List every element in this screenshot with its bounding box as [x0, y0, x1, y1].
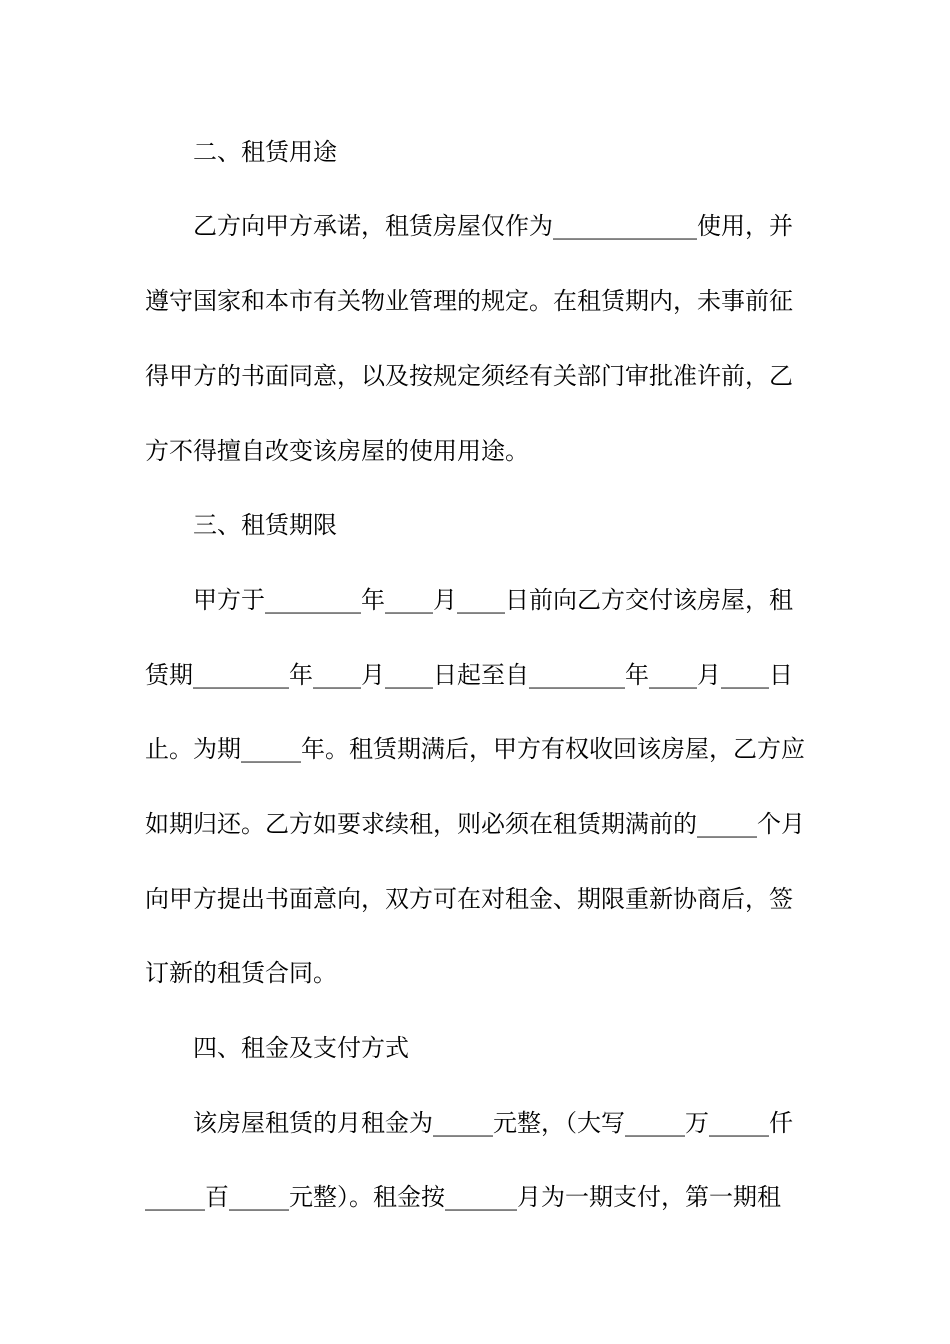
- section-heading-lease-term: 三、租赁期限: [193, 511, 337, 539]
- paragraph-line: 该房屋租赁的月租金为_____元整，（大写_____万_____仟: [193, 1109, 793, 1137]
- paragraph-line: _____百_____元整）。租金按______月为一期支付，第一期租: [145, 1183, 781, 1211]
- paragraph-line: 止。为期_____年。租赁期满后，甲方有权收回该房屋，乙方应: [145, 735, 805, 763]
- section-heading-lease-purpose: 二、租赁用途: [193, 138, 337, 166]
- paragraph-line: 方不得擅自改变该房屋的使用用途。: [145, 437, 529, 465]
- paragraph-line: 甲方于________年____月____日前向乙方交付该房屋，租: [193, 586, 793, 614]
- paragraph-line: 如期归还。乙方如要求续租，则必须在租赁期满前的_____个月: [145, 810, 805, 838]
- paragraph-line: 赁期________年____月____日起至自________年____月____日: [145, 661, 793, 689]
- section-heading-rent-payment: 四、租金及支付方式: [193, 1034, 409, 1062]
- paragraph-line: 遵守国家和本市有关物业管理的规定。在租赁期内，未事前征: [145, 287, 793, 315]
- paragraph-line: 订新的租赁合同。: [145, 959, 337, 987]
- paragraph-line: 向甲方提出书面意向，双方可在对租金、期限重新协商后，签: [145, 885, 793, 913]
- paragraph-line: 得甲方的书面同意，以及按规定须经有关部门审批准许前，乙: [145, 362, 793, 390]
- paragraph-line: 乙方向甲方承诺，租赁房屋仅作为____________使用，并: [193, 212, 793, 240]
